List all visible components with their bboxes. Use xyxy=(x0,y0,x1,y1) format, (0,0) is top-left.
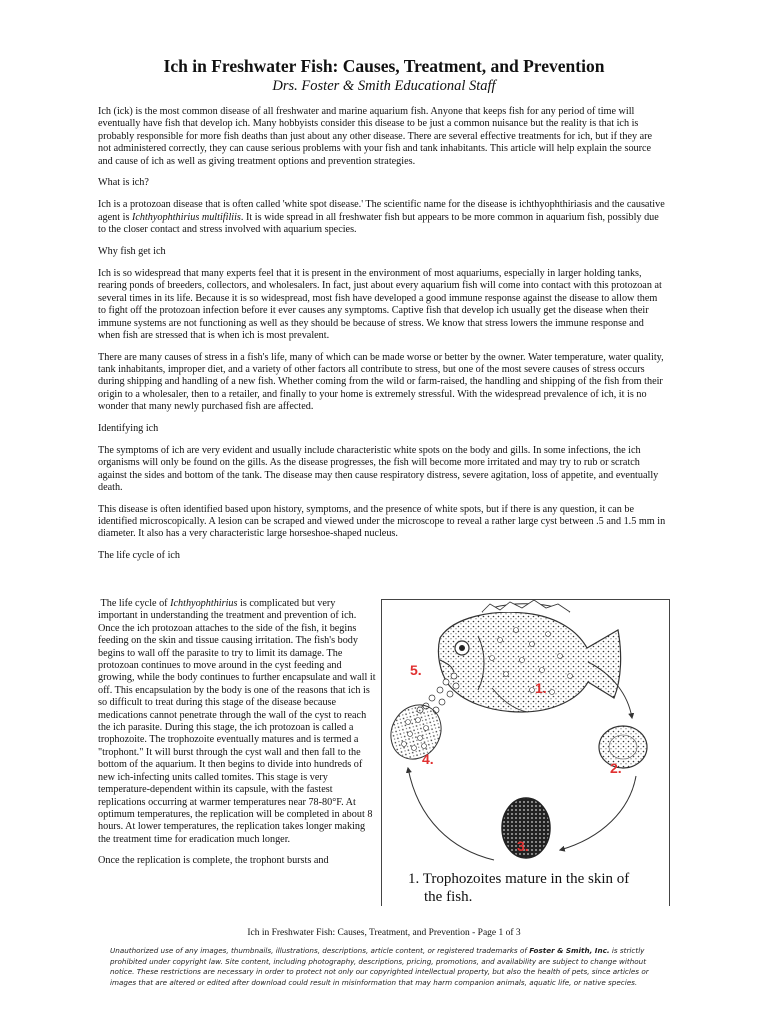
page-subtitle: Drs. Foster & Smith Educational Staff xyxy=(272,78,496,94)
tomite-cyst xyxy=(382,696,451,768)
identify-paragraph-2: This disease is often identified based upon history, symptoms, and the presence of white spots, but if there is any question, it can be identified microscopically. A lesion can be scraped and viewed under the microscope to reveal a rather large cyst between .5 and 1.5 mm in diameter. It also has a very characteristic large horseshoe-shaped nucleus. xyxy=(98,503,666,540)
page-footer: Ich in Freshwater Fish: Causes, Treatment, and Prevention - Page 1 of 3 xyxy=(247,928,521,938)
figure-caption xyxy=(408,870,668,906)
caption-line-1: 1. Trophozoites mature in the skin of xyxy=(408,871,630,887)
trophont xyxy=(599,726,647,768)
stage-label-2: 2. xyxy=(610,760,622,776)
legal-notice xyxy=(110,946,658,988)
lifecycle-paragraph-1 xyxy=(98,598,376,846)
section-heading-what: What is ich? xyxy=(98,177,149,189)
fish-drawing xyxy=(438,600,620,712)
lifecycle-diagram xyxy=(381,599,670,906)
lifecycle-text-pre: The life cycle of xyxy=(100,598,171,609)
what-text-pre: Ich is a protozoan disease that is often called 'white spot disease.' The scientific name for the disease is ichthyophthiriasis and the causative agent is xyxy=(98,199,665,223)
page-title: Ich in Freshwater Fish: Causes, Treatment, and Prevention xyxy=(163,56,605,76)
stage-label-1: 1. xyxy=(535,680,547,696)
stage-label-4: 4. xyxy=(422,751,434,767)
lifecycle-text-post: is complicated but very important in understanding the treatment and prevention of ich. Once the ich protozoan attaches to the side of the fish, it begins feeding on the skin and tissue causing irritation. The fish's body begins to wall off the parasite to try to limit its damage. The protozoan continues to move around in the cyst feeding and growing, while the body continues to further encapsulate and wall it off. This encapsulation by the body is one of the reasons that ich is so difficult to treat during this stage of the disease because medications cannot penetrate through the wall of the cyst to reach the ich parasite. During this stage, the ich protozoan is called a trophozoite. The trophozoite eventually matures and is termed a "trophont." It will burst through the cyst wall and then fall to the bottom of the aquarium. It then begins to divide into hundreds of new ich-infecting units called tomites. This stage is very temperature-dependent within its capsule, with the fastest replications occurring at warmer temperatures near 78-80°F. At optimum temperatures, the replication will be completed in about 8 hours. At lower temperatures, the replication takes longer making the treatment time for eradication much longer. xyxy=(98,598,376,845)
legal-text-post: is strictly prohibited under copyright law. Site content, including photography, descriptions, pricing, promotions, and availability are subject to change without notice. These restrictions are necessary in order to protect not only our copyrighted intellectual property, but also the health of pets, since articles or images that are altered or edited after download could result in misinformation that may harm companion animals, aquatic life, or native species. xyxy=(110,946,649,987)
what-text-post: . It is wide spread in all freshwater fish but appears to be more common in aquarium fish, possibly due to the closer contact and stress involved with aquarium species. xyxy=(98,211,659,236)
section-heading-why: Why fish get ich xyxy=(98,245,166,257)
section-heading-identify: Identifying ich xyxy=(98,422,159,434)
what-paragraph xyxy=(98,199,666,236)
species-name: Ichthyophthirius multifiliis xyxy=(131,211,241,223)
why-paragraph-2: There are many causes of stress in a fish's life, many of which can be made worse or better by the owner. Water temperature, water quality, tank inhabitants, improper diet, and a variety of other factors all contribute to stress, but one of the most severe causes of stress occurs during shipping and handling of a new fish. Whether coming from the wild or farm-raised, the handling and shipping of the fish from their origin to a wholesaler, then to a retailer, and finally to your home is extremely stressful. With the widespread prevalence of ich, it is no wonder that many newly purchased fish are affected. xyxy=(98,351,664,413)
legal-company: Foster & Smith, Inc. xyxy=(529,946,610,955)
lifecycle-paragraph-2: Once the replication is complete, the trophont bursts and xyxy=(98,855,329,867)
stage-label-3: 3. xyxy=(517,838,529,854)
why-paragraph-1: Ich is so widespread that many experts feel that it is present in the environment of most aquariums, especially in larger holding tanks, rearing ponds of breeders, collectors, and wholesalers. In fact, just about every aquarium fish will come into contact with this protozoan at several times in its life. Because it is so widespread, most fish have developed a good immune response against the disease to allow them to fight off the protozoan infection before it ever causes any symptoms. Captive fish that develop ich usually get the disease when their immune systems are not functioning as well as they should be because of stress. We know that stress lowers the immune response and when fish are stressed that is when ich is most prevalent. xyxy=(98,268,662,342)
intro-paragraph: Ich (ick) is the most common disease of all freshwater and marine aquarium fish. Anyone that keeps fish for any period of time will eventually have fish that develop ich. Many hobbyists consider this disease to be just a common nuisance but the reality is that ich is probably responsible for more fish deaths than just about any other disease. There are several effective treatments for ich, but if they are not administered correctly, they can cause serious problems with your fish and tank inhabitants. This article will help explain the source and cause of ich as well as giving treatment options and prevention strategies. xyxy=(98,106,653,167)
stage-label-5: 5. xyxy=(410,662,422,678)
identify-paragraph-1: The symptoms of ich are very evident and usually include characteristic white spots on the body and gills. In some infections, the ich organisms will only be found on the gills. As the disease progresses, the fish will become more irritated and may try to rub or scratch against the sides and bottom of the tank. The disease may then cause respiratory distress, severe agitation, loss of appetite, and eventually death. xyxy=(98,444,659,494)
caption-line-2: the fish. xyxy=(424,889,473,905)
lifecycle-illustration xyxy=(382,600,669,906)
article-body xyxy=(98,106,666,572)
genus-name: Ichthyophthirius xyxy=(170,598,238,609)
lifecycle-column xyxy=(98,598,376,877)
section-heading-lifecycle: The life cycle of ich xyxy=(98,549,181,561)
legal-text-pre: Unauthorized use of any images, thumbnails, illustrations, descriptions, article content, or registered trademarks of xyxy=(110,946,530,955)
